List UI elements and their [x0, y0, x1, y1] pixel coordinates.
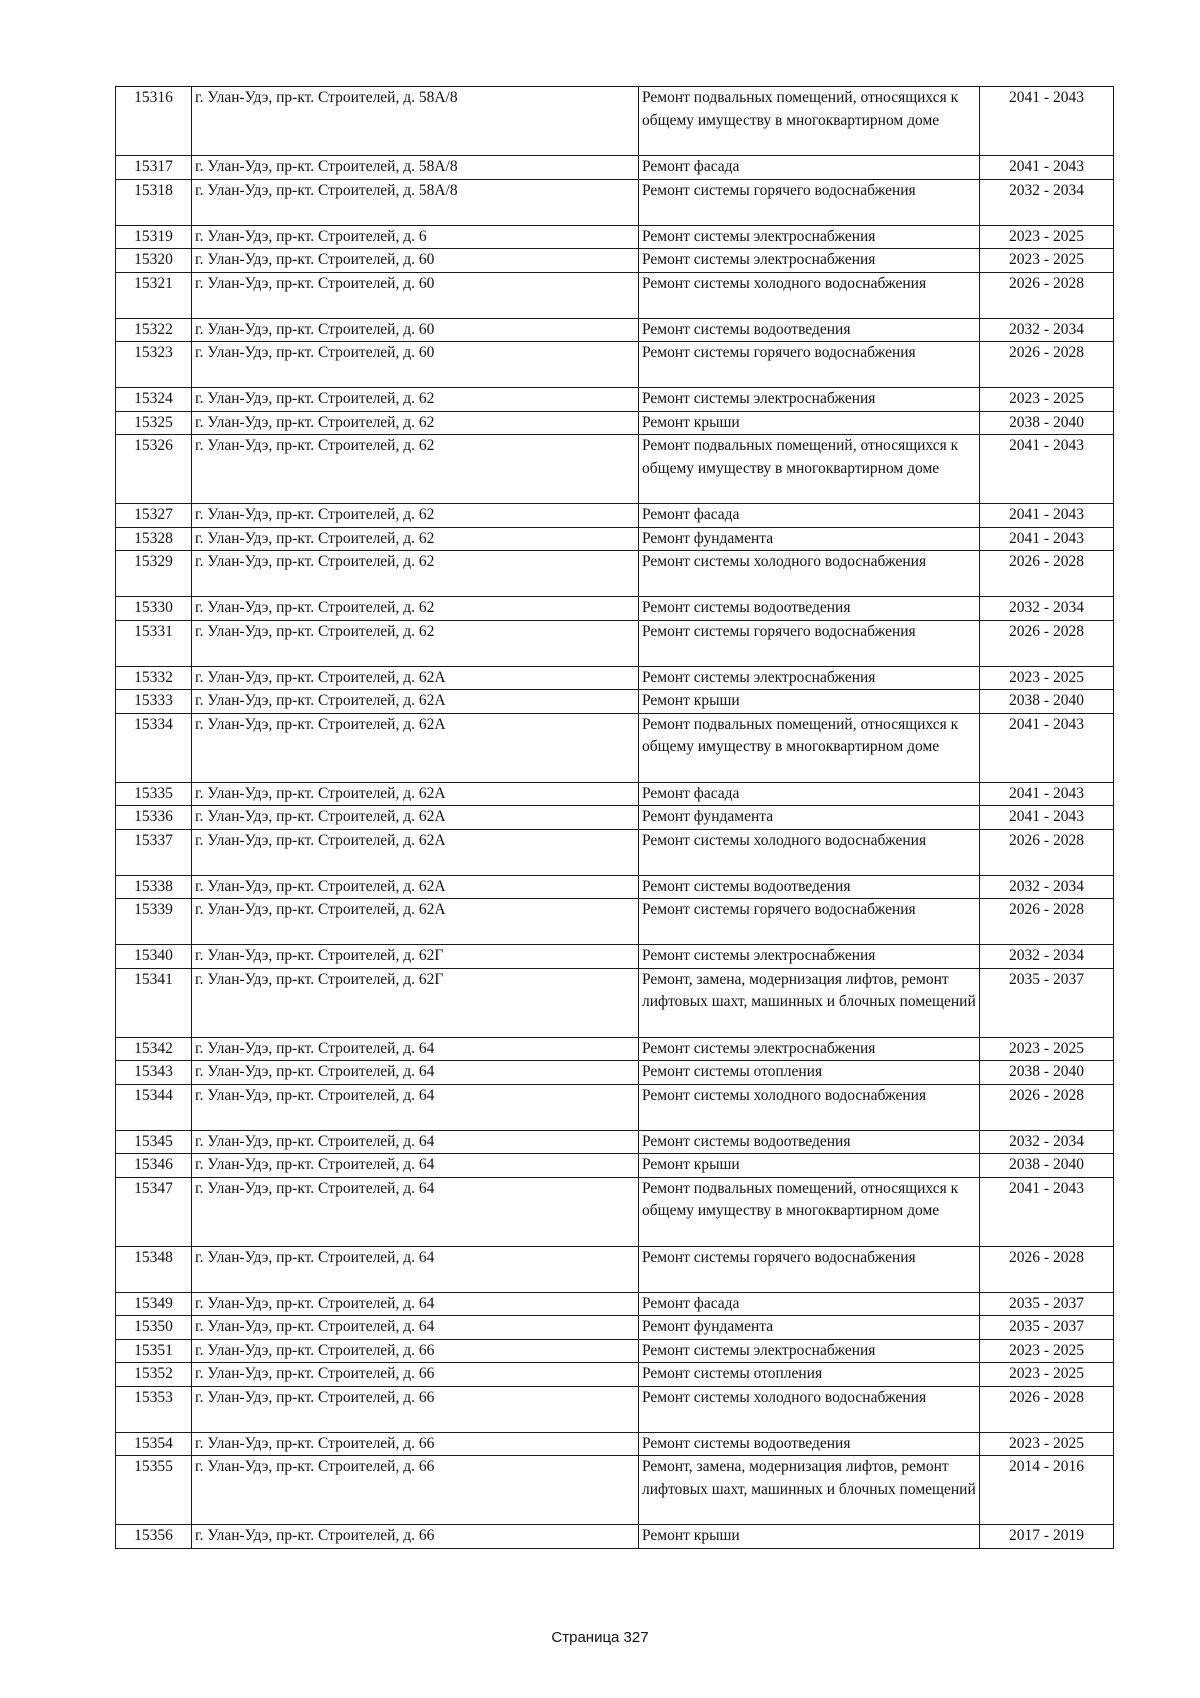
work-type-cell: Ремонт системы холодного водоснабжения — [639, 1386, 980, 1432]
period-cell: 2023 - 2025 — [980, 249, 1114, 273]
address-cell: г. Улан-Удэ, пр-кт. Строителей, д. 66 — [192, 1363, 639, 1387]
work-type-cell: Ремонт системы водоотведения — [639, 318, 980, 342]
table-row — [116, 1061, 1114, 1085]
period-cell: 2023 - 2025 — [980, 388, 1114, 412]
table-row — [116, 551, 1114, 597]
address-cell: г. Улан-Удэ, пр-кт. Строителей, д. 62А — [192, 829, 639, 875]
table-row — [116, 690, 1114, 714]
row-number-cell: 15336 — [116, 806, 192, 830]
address-cell: г. Улан-Удэ, пр-кт. Строителей, д. 64 — [192, 1292, 639, 1316]
table-row — [116, 1037, 1114, 1061]
address-cell: г. Улан-Удэ, пр-кт. Строителей, д. 66 — [192, 1525, 639, 1549]
table-row — [116, 597, 1114, 621]
row-number-cell: 15340 — [116, 945, 192, 969]
table-row — [116, 1456, 1114, 1525]
work-type-cell: Ремонт системы горячего водоснабжения — [639, 342, 980, 388]
row-number-cell: 15342 — [116, 1037, 192, 1061]
work-type-cell: Ремонт системы электроснабжения — [639, 225, 980, 249]
row-number-cell: 15319 — [116, 225, 192, 249]
row-number-cell: 15325 — [116, 411, 192, 435]
row-number-cell: 15334 — [116, 713, 192, 782]
row-number-cell: 15320 — [116, 249, 192, 273]
table-row — [116, 1432, 1114, 1456]
address-cell: г. Улан-Удэ, пр-кт. Строителей, д. 66 — [192, 1432, 639, 1456]
row-number-cell: 15348 — [116, 1246, 192, 1292]
address-cell: г. Улан-Удэ, пр-кт. Строителей, д. 62А — [192, 690, 639, 714]
address-cell: г. Улан-Удэ, пр-кт. Строителей, д. 6 — [192, 225, 639, 249]
table-row — [116, 272, 1114, 318]
work-type-cell: Ремонт системы горячего водоснабжения — [639, 1246, 980, 1292]
row-number-cell: 15341 — [116, 968, 192, 1037]
period-cell: 2023 - 2025 — [980, 666, 1114, 690]
work-type-cell: Ремонт системы холодного водоснабжения — [639, 829, 980, 875]
period-cell: 2026 - 2028 — [980, 1246, 1114, 1292]
period-cell: 2041 - 2043 — [980, 87, 1114, 156]
work-type-cell: Ремонт системы водоотведения — [639, 1432, 980, 1456]
table-row — [116, 782, 1114, 806]
address-cell: г. Улан-Удэ, пр-кт. Строителей, д. 64 — [192, 1061, 639, 1085]
row-number-cell: 15350 — [116, 1316, 192, 1340]
table-row — [116, 179, 1114, 225]
row-number-cell: 15338 — [116, 875, 192, 899]
work-type-cell: Ремонт фундамента — [639, 527, 980, 551]
period-cell: 2026 - 2028 — [980, 551, 1114, 597]
work-type-cell: Ремонт фасада — [639, 504, 980, 528]
period-cell: 2032 - 2034 — [980, 945, 1114, 969]
period-cell: 2041 - 2043 — [980, 782, 1114, 806]
row-number-cell: 15332 — [116, 666, 192, 690]
table-row — [116, 1084, 1114, 1130]
period-cell: 2014 - 2016 — [980, 1456, 1114, 1525]
table-row — [116, 620, 1114, 666]
work-type-cell: Ремонт подвальных помещений, относящихся к общему имуществу в многоквартирном доме — [639, 435, 980, 504]
table-row — [116, 899, 1114, 945]
table-row — [116, 1316, 1114, 1340]
row-number-cell: 15330 — [116, 597, 192, 621]
address-cell: г. Улан-Удэ, пр-кт. Строителей, д. 64 — [192, 1316, 639, 1340]
period-cell: 2041 - 2043 — [980, 504, 1114, 528]
row-number-cell: 15356 — [116, 1525, 192, 1549]
period-cell: 2026 - 2028 — [980, 1386, 1114, 1432]
address-cell: г. Улан-Удэ, пр-кт. Строителей, д. 66 — [192, 1386, 639, 1432]
period-cell: 2026 - 2028 — [980, 829, 1114, 875]
period-cell: 2035 - 2037 — [980, 1292, 1114, 1316]
work-type-cell: Ремонт системы электроснабжения — [639, 666, 980, 690]
row-number-cell: 15343 — [116, 1061, 192, 1085]
work-type-cell: Ремонт системы электроснабжения — [639, 1037, 980, 1061]
table-row — [116, 342, 1114, 388]
work-type-cell: Ремонт фасада — [639, 782, 980, 806]
work-type-cell: Ремонт системы водоотведения — [639, 875, 980, 899]
row-number-cell: 15326 — [116, 435, 192, 504]
work-type-cell: Ремонт фундамента — [639, 1316, 980, 1340]
address-cell: г. Улан-Удэ, пр-кт. Строителей, д. 62 — [192, 597, 639, 621]
row-number-cell: 15316 — [116, 87, 192, 156]
address-cell: г. Улан-Удэ, пр-кт. Строителей, д. 58А/8 — [192, 87, 639, 156]
address-cell: г. Улан-Удэ, пр-кт. Строителей, д. 62 — [192, 527, 639, 551]
address-cell: г. Улан-Удэ, пр-кт. Строителей, д. 60 — [192, 318, 639, 342]
address-cell: г. Улан-Удэ, пр-кт. Строителей, д. 64 — [192, 1154, 639, 1178]
table-body — [116, 87, 1114, 1549]
table-row — [116, 388, 1114, 412]
work-type-cell: Ремонт системы отопления — [639, 1061, 980, 1085]
work-type-cell: Ремонт крыши — [639, 1154, 980, 1178]
period-cell: 2041 - 2043 — [980, 713, 1114, 782]
address-cell: г. Улан-Удэ, пр-кт. Строителей, д. 64 — [192, 1037, 639, 1061]
row-number-cell: 15339 — [116, 899, 192, 945]
work-type-cell: Ремонт системы горячего водоснабжения — [639, 620, 980, 666]
work-type-cell: Ремонт фундамента — [639, 806, 980, 830]
period-cell: 2023 - 2025 — [980, 1363, 1114, 1387]
row-number-cell: 15333 — [116, 690, 192, 714]
address-cell: г. Улан-Удэ, пр-кт. Строителей, д. 62 — [192, 551, 639, 597]
period-cell: 2035 - 2037 — [980, 968, 1114, 1037]
period-cell: 2032 - 2034 — [980, 597, 1114, 621]
table-row — [116, 1363, 1114, 1387]
row-number-cell: 15352 — [116, 1363, 192, 1387]
address-cell: г. Улан-Удэ, пр-кт. Строителей, д. 62Г — [192, 945, 639, 969]
work-type-cell: Ремонт крыши — [639, 411, 980, 435]
period-cell: 2038 - 2040 — [980, 690, 1114, 714]
row-number-cell: 15353 — [116, 1386, 192, 1432]
address-cell: г. Улан-Удэ, пр-кт. Строителей, д. 62А — [192, 666, 639, 690]
period-cell: 2032 - 2034 — [980, 875, 1114, 899]
row-number-cell: 15349 — [116, 1292, 192, 1316]
address-cell: г. Улан-Удэ, пр-кт. Строителей, д. 58А/8 — [192, 156, 639, 180]
address-cell: г. Улан-Удэ, пр-кт. Строителей, д. 66 — [192, 1339, 639, 1363]
work-type-cell: Ремонт системы отопления — [639, 1363, 980, 1387]
period-cell: 2026 - 2028 — [980, 342, 1114, 388]
table-row — [116, 666, 1114, 690]
period-cell: 2026 - 2028 — [980, 620, 1114, 666]
work-type-cell: Ремонт системы водоотведения — [639, 597, 980, 621]
row-number-cell: 15318 — [116, 179, 192, 225]
period-cell: 2038 - 2040 — [980, 1154, 1114, 1178]
period-cell: 2038 - 2040 — [980, 1061, 1114, 1085]
period-cell: 2023 - 2025 — [980, 1339, 1114, 1363]
work-type-cell: Ремонт подвальных помещений, относящихся к общему имуществу в многоквартирном доме — [639, 1177, 980, 1246]
address-cell: г. Улан-Удэ, пр-кт. Строителей, д. 60 — [192, 342, 639, 388]
row-number-cell: 15355 — [116, 1456, 192, 1525]
table-row — [116, 1130, 1114, 1154]
period-cell: 2017 - 2019 — [980, 1525, 1114, 1549]
period-cell: 2041 - 2043 — [980, 435, 1114, 504]
table-row — [116, 249, 1114, 273]
period-cell: 2026 - 2028 — [980, 899, 1114, 945]
row-number-cell: 15331 — [116, 620, 192, 666]
work-type-cell: Ремонт системы электроснабжения — [639, 1339, 980, 1363]
period-cell: 2041 - 2043 — [980, 527, 1114, 551]
row-number-cell: 15351 — [116, 1339, 192, 1363]
table-row — [116, 806, 1114, 830]
address-cell: г. Улан-Удэ, пр-кт. Строителей, д. 64 — [192, 1246, 639, 1292]
row-number-cell: 15345 — [116, 1130, 192, 1154]
address-cell: г. Улан-Удэ, пр-кт. Строителей, д. 62Г — [192, 968, 639, 1037]
address-cell: г. Улан-Удэ, пр-кт. Строителей, д. 62 — [192, 435, 639, 504]
period-cell: 2023 - 2025 — [980, 225, 1114, 249]
row-number-cell: 15344 — [116, 1084, 192, 1130]
row-number-cell: 15346 — [116, 1154, 192, 1178]
address-cell: г. Улан-Удэ, пр-кт. Строителей, д. 62А — [192, 899, 639, 945]
work-type-cell: Ремонт системы электроснабжения — [639, 945, 980, 969]
table-row — [116, 945, 1114, 969]
table-row — [116, 713, 1114, 782]
table-row — [116, 1386, 1114, 1432]
table-row — [116, 968, 1114, 1037]
period-cell: 2041 - 2043 — [980, 806, 1114, 830]
address-cell: г. Улан-Удэ, пр-кт. Строителей, д. 64 — [192, 1084, 639, 1130]
period-cell: 2038 - 2040 — [980, 411, 1114, 435]
table-row — [116, 156, 1114, 180]
table-row — [116, 411, 1114, 435]
period-cell: 2035 - 2037 — [980, 1316, 1114, 1340]
address-cell: г. Улан-Удэ, пр-кт. Строителей, д. 60 — [192, 272, 639, 318]
table-row — [116, 1525, 1114, 1549]
period-cell: 2023 - 2025 — [980, 1037, 1114, 1061]
work-type-cell: Ремонт системы холодного водоснабжения — [639, 1084, 980, 1130]
work-type-cell: Ремонт системы холодного водоснабжения — [639, 272, 980, 318]
row-number-cell: 15321 — [116, 272, 192, 318]
period-cell: 2032 - 2034 — [980, 1130, 1114, 1154]
address-cell: г. Улан-Удэ, пр-кт. Строителей, д. 62А — [192, 875, 639, 899]
page-number: Страница 327 — [551, 1629, 649, 1646]
table-row — [116, 875, 1114, 899]
address-cell: г. Улан-Удэ, пр-кт. Строителей, д. 62 — [192, 620, 639, 666]
period-cell: 2026 - 2028 — [980, 1084, 1114, 1130]
table-row — [116, 435, 1114, 504]
table-row — [116, 225, 1114, 249]
period-cell: 2041 - 2043 — [980, 1177, 1114, 1246]
table-row — [116, 527, 1114, 551]
address-cell: г. Улан-Удэ, пр-кт. Строителей, д. 62 — [192, 504, 639, 528]
work-type-cell: Ремонт системы холодного водоснабжения — [639, 551, 980, 597]
row-number-cell: 15329 — [116, 551, 192, 597]
work-type-cell: Ремонт системы горячего водоснабжения — [639, 899, 980, 945]
table-row — [116, 1154, 1114, 1178]
table-row — [116, 829, 1114, 875]
work-type-cell: Ремонт фасада — [639, 1292, 980, 1316]
address-cell: г. Улан-Удэ, пр-кт. Строителей, д. 62А — [192, 782, 639, 806]
address-cell: г. Улан-Удэ, пр-кт. Строителей, д. 62 — [192, 411, 639, 435]
work-type-cell: Ремонт, замена, модернизация лифтов, ремонт лифтовых шахт, машинных и блочных помещений — [639, 968, 980, 1037]
table-row — [116, 1177, 1114, 1246]
work-type-cell: Ремонт крыши — [639, 690, 980, 714]
work-type-cell: Ремонт системы водоотведения — [639, 1130, 980, 1154]
period-cell: 2032 - 2034 — [980, 318, 1114, 342]
work-type-cell: Ремонт крыши — [639, 1525, 980, 1549]
row-number-cell: 15327 — [116, 504, 192, 528]
period-cell: 2026 - 2028 — [980, 272, 1114, 318]
period-cell: 2023 - 2025 — [980, 1432, 1114, 1456]
address-cell: г. Улан-Удэ, пр-кт. Строителей, д. 60 — [192, 249, 639, 273]
row-number-cell: 15347 — [116, 1177, 192, 1246]
row-number-cell: 15317 — [116, 156, 192, 180]
address-cell: г. Улан-Удэ, пр-кт. Строителей, д. 62А — [192, 806, 639, 830]
row-number-cell: 15322 — [116, 318, 192, 342]
row-number-cell: 15337 — [116, 829, 192, 875]
work-type-cell: Ремонт системы электроснабжения — [639, 388, 980, 412]
row-number-cell: 15354 — [116, 1432, 192, 1456]
capital-repair-table — [115, 86, 1114, 1549]
work-type-cell: Ремонт, замена, модернизация лифтов, ремонт лифтовых шахт, машинных и блочных помещений — [639, 1456, 980, 1525]
table-row — [116, 318, 1114, 342]
period-cell: 2032 - 2034 — [980, 179, 1114, 225]
address-cell: г. Улан-Удэ, пр-кт. Строителей, д. 64 — [192, 1177, 639, 1246]
work-type-cell: Ремонт фасада — [639, 156, 980, 180]
work-type-cell: Ремонт подвальных помещений, относящихся к общему имуществу в многоквартирном доме — [639, 87, 980, 156]
address-cell: г. Улан-Удэ, пр-кт. Строителей, д. 62А — [192, 713, 639, 782]
table-row — [116, 1292, 1114, 1316]
work-type-cell: Ремонт подвальных помещений, относящихся к общему имуществу в многоквартирном доме — [639, 713, 980, 782]
row-number-cell: 15335 — [116, 782, 192, 806]
work-type-cell: Ремонт системы электроснабжения — [639, 249, 980, 273]
row-number-cell: 15323 — [116, 342, 192, 388]
address-cell: г. Улан-Удэ, пр-кт. Строителей, д. 66 — [192, 1456, 639, 1525]
address-cell: г. Улан-Удэ, пр-кт. Строителей, д. 58А/8 — [192, 179, 639, 225]
row-number-cell: 15328 — [116, 527, 192, 551]
work-type-cell: Ремонт системы горячего водоснабжения — [639, 179, 980, 225]
period-cell: 2041 - 2043 — [980, 156, 1114, 180]
address-cell: г. Улан-Удэ, пр-кт. Строителей, д. 64 — [192, 1130, 639, 1154]
table-row — [116, 1246, 1114, 1292]
table-row — [116, 87, 1114, 156]
table-row — [116, 1339, 1114, 1363]
row-number-cell: 15324 — [116, 388, 192, 412]
address-cell: г. Улан-Удэ, пр-кт. Строителей, д. 62 — [192, 388, 639, 412]
table-row — [116, 504, 1114, 528]
